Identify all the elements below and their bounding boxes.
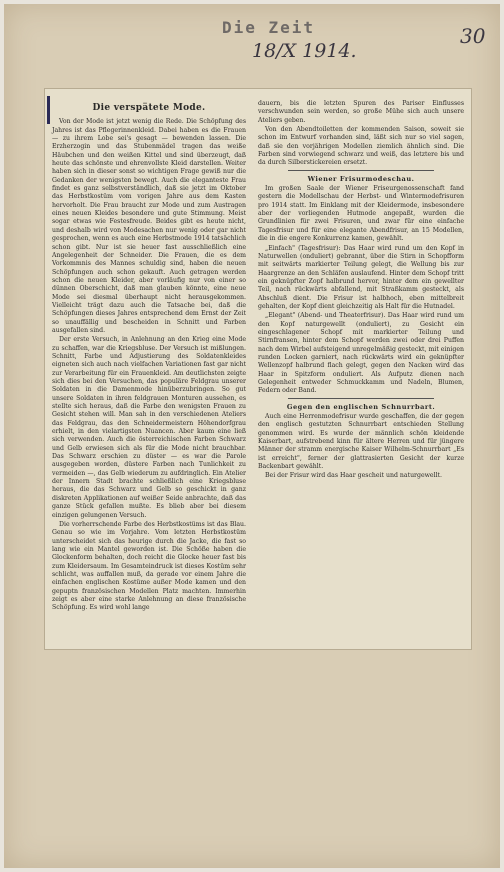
section-heading-frisur: Wiener Frisurmodeschau. [307, 174, 415, 183]
paragraph: Der erste Versuch, in Anlehnung an den Krieg eine Mode zu schaffen, war die Kriegsbluse. Der Versuch ist mißlungen. Schnitt, Farbe und Adjustierung des Soldatenkleides eigneten sich auch nach vielfachen Variationen fast gar nicht zur Verarbeitung für ein Frauenkleid. Am deutlichsten zeigte sich dies bei den Versuchen, das populäre Feldgrau unserer Soldaten in die Damenmode hinüberzubringen. So gut unsere Soldaten in ihren feldgrauen Monturen aussehen, es stellte sich heraus, daß die Farbe den wenigsten Frauen zu Gesicht stehen will. Man sah in den verschiedenen Ateliers das Feldgrau, das den Schneidermeistern Höhendorfgrau erhielt, in den vielartigsten Nuancen. Aber kaum eine ließ sich verwenden. Auch die österreichischen Farben Schwarz und Gelb erwiesen sich als für die Mode nicht brauchbar. Das Schwarz erschien zu düster — es war die Parole ausgegeben worden, düstere Farben nach Tunlichkeit zu vermeiden —, das Gelb wiederum zu aufdringlich. Ein Atelier der Innern Stadt brachte schließlich eine Kriegsbluse heraus, die das Schwarz und Gelb so geschickt in ganz diskreten Applikationen auf weißer Seide anbrachte, daß das ganze Stück gefallen mußte. Es blieb aber bei diesem einzigen gelungenen Versuch. [52, 336, 246, 519]
paragraph: Die vorherrschende Farbe des Herbstkostüms ist das Blau. Genau so wie im Vorjahre. Vom letzten Herbstkostüm unterscheidet sich das heurige durch die Jacke, die fast so lang wie ein Mantel geworden ist. Die Schöße haben die Glockenform behalten, doch reicht die Glocke heuer fast bis zum Kleidersaum. Im Gesamteindruck ist dieses Kostüm sehr schlicht, was auffallen muß, da gerade vor einem Jahre die einfachen englischen Kostüme außer Mode kamen und den gepuptn französischen Modellen Platz machten. Immerhin zeigt es aber eine starke Anlehnung an diese französische Schöpfung. Es wird wohl lange [52, 520, 246, 612]
handwritten-number: 30 [460, 24, 486, 48]
paragraph: Im großen Saale der Wiener Friseurgenossenschaft fand gestern die Modellschau der Herbst- und Wintermodefrisuren pro 1914 statt. Im Einklang mit der Kleidermode, insbesondere aber der vorliegenden Hutmode angepaßt, wurden die Grundlinien für zwei Frisuren, und zwar für eine einfache Tagesfrisur und für eine elegante Abendfrisur, an 15 Modellen, die in die engere Konkurrenz kamen, gewählt. [258, 185, 464, 243]
article-title: Die verspätete Mode. [92, 103, 206, 113]
article-column-1 [52, 100, 246, 614]
handwritten-date: 18/X 1914. [252, 40, 357, 62]
divider [288, 398, 434, 399]
paragraph: Von der Mode ist jetzt wenig die Rede. Die Schöpfung des Jahres ist das Pflegerinnenkleid. Dabei haben es die Frauen — zu ihrem Lobe sei's gesagt — bewenden lassen. Die Erzherzogin und das Stubenmädel tragen das weiße Häubchen und den weißen Kittel und sind überzeugt, daß heute das schönste und ehrenvollste Kleid darstellen. Weiter haben sich in dieser sonst so wichtigen Frage gewiß nur die Gedanken der wenigsten bewegt. Auch die eleganteste Frau findet es ganz selbstverständlich, daß sie jetzt im Oktober das Herbstkostüm vom vorigen Jahre aus dem Kasten hervorholt. Die Frau braucht zur Mode und zum Austragen eines neuen Kleides besondere und gute Stimmung. Meist sogar etwas wie Festesfreude. Beides gibt es heute nicht, und deshalb wird von Modesachen nur wenig oder gar nicht gesprochen, wenn es auch eine Herbstmode 1914 tatsächlich schon gibt. Nur ist sie heuer fast ausschließlich eine Angelegenheit der Schneider. Die Frauen, die es dem Vorkommnis des Mannes schuldig sind, haben die neuen Schöpfungen auch schon gekauft. Auch getragen werden schon die neuen Kleider, aber vorläufig nur von einer so dünnen Oberschicht, daß man glauben könnte, eine neue Mode sei diesmal überhaupt nicht herausgekommen. Vielleicht trägt dazu auch die Tatsache bei, daß die Schöpfungen dieses Jahres entsprechend dem Ernst der Zeit so unauffällig und bescheiden in Schnitt und Farben ausgefallen sind. [52, 118, 246, 334]
newspaper-stamp: Die Zeit [222, 18, 316, 37]
margin-mark [47, 96, 50, 124]
section-heading-schnurrbart: Gegen den englischen Schnurrbart. [286, 402, 436, 411]
paragraph: „Einfach" (Tagesfrisur): Das Haar wird rund um den Kopf in Naturwellen (onduliert) gebrannt, über die Stirn in Schopfform mit seitwärts markierter Teilung gelegt, die Wellung bis zur Haargrenze an den Schläfen auslaufend. Hinter dem Schopf tritt ein geknüpfter Zopf halbrund hervor, hinter dem ein gewellter Teil, nach rückwärts abfallend, mit Straßkamm gesteckt, als Abschluß dient. Die Frisur ist halbhoch, eben mittelbreit gehalten, der Kopf dient gleichzeitig als Halt für die Hutnadel. [258, 244, 464, 310]
article-column-2 [258, 100, 464, 482]
paragraph: Auch eine Herrenmodefrisur wurde geschaffen, die der gegen den englisch gestutzten Schnurrbart entschieden Stellung genommen wird. Es wurde der männlich schön kleidende Kaiserbart, aufstrebend kinn für ältere Herren und für jüngere Männer der stramm energische Kaiser Wilhelm-Schnurrbart „Es ist erreicht", ferner der glattrasierten Gesicht der kurze Backenbart gewählt. [258, 413, 464, 471]
paragraph: Bei der Frisur wird das Haar gescheit und naturgewellt. [265, 472, 443, 480]
paragraph: „Elegant" (Abend- und Theaterfrisur). Das Haar wird rund um den Kopf naturgewellt (onduliert), zu Gesicht ein eingeschlagener Schopf mit markierter Teilung und Stirnfransen, hinter dem Schopf werden zwei oder drei Puffen nach dem Wirbel aufsteigend unregelmäßig gesteckt, mit einigen runden Locken garniert, nach rückwärts wird ein geknüpfter Wellenzopf halbrund flach gelegt, gegen den Nacken wird das Haar in Spitzform onduliert. Als Aufputz dienen nach Gelegenheit entweder Schmuckkamm und Nadeln, Blumen, Federn oder Band. [258, 312, 464, 395]
paragraph: dauern, bis die letzten Spuren des Pariser Einflusses verschwunden sein werden, so große Mühe sich auch unsere Ateliers geben. [258, 100, 464, 124]
paragraph: Von den Abendtoiletten der kommenden Saison, soweit sie schon im Entwurf vorhanden sind, läßt sich nur so viel sagen, daß sie den vorjährigen Modellen ziemlich ähnlich sind. Die Farben sind vorwiegend schwarz und weiß, das letztere bis und da durch Silberstickereien ersetzt. [258, 126, 464, 167]
divider [288, 170, 434, 171]
